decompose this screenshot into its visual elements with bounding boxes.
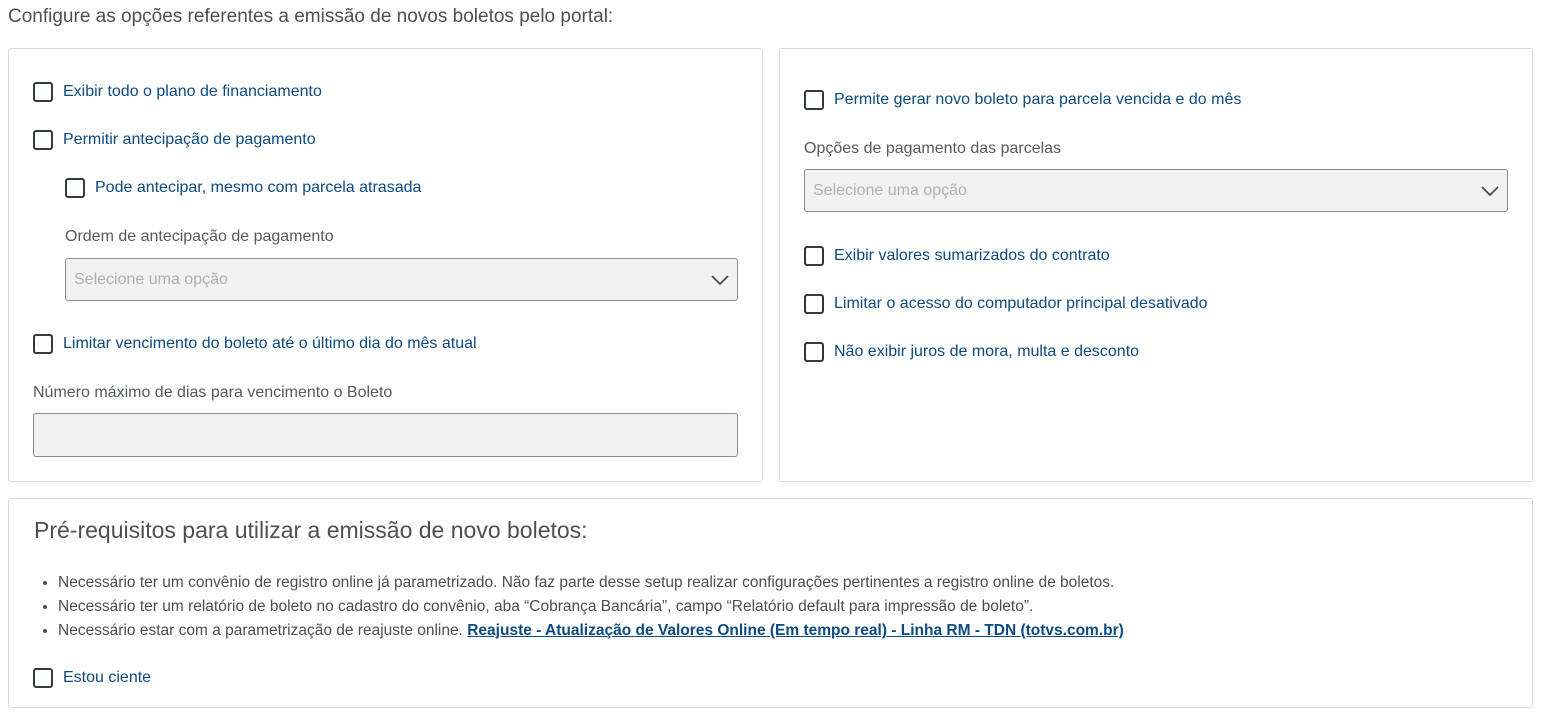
limitar-acesso-checkbox[interactable]: [804, 294, 824, 314]
pode-antecipar-checkbox[interactable]: [65, 178, 85, 198]
exibir-plano-checkbox-row[interactable]: [33, 82, 322, 102]
numero-dias-label: Número máximo de dias para vencimento o Boleto: [33, 384, 393, 401]
permitir-antecipacao-checkbox-row[interactable]: [33, 130, 316, 150]
opcoes-pagamento-placeholder: Selecione uma opção: [813, 181, 967, 199]
exibir-valores-checkbox[interactable]: [804, 246, 824, 266]
exibir-plano-label: Exibir todo o plano de financiamento: [63, 83, 322, 100]
limitar-vencimento-checkbox[interactable]: [33, 334, 53, 354]
left-options-panel: [8, 48, 763, 482]
prereq-text-1: Necessário ter um convênio de registro online já parametrizado. Não faz parte desse setup realizar configurações pertinentes a registro online de boletos.: [58, 574, 1115, 591]
nao-exibir-juros-checkbox-row[interactable]: [804, 342, 1139, 362]
exibir-valores-checkbox-row[interactable]: [804, 246, 1110, 266]
opcoes-pagamento-select[interactable]: [804, 169, 1508, 212]
reajuste-link[interactable]: Reajuste - Atualização de Valores Online (Em tempo real) - Linha RM - TDN (totvs.com.br): [467, 622, 1124, 639]
right-options-panel: [779, 48, 1533, 482]
permite-gerar-checkbox-row[interactable]: [804, 90, 1241, 110]
limitar-vencimento-label: Limitar vencimento do boleto até o último dia do mês atual: [63, 335, 477, 352]
pode-antecipar-checkbox-row[interactable]: [65, 178, 421, 198]
permitir-antecipacao-checkbox[interactable]: [33, 130, 53, 150]
prerequisites-panel: [8, 498, 1533, 708]
list-item: [58, 619, 1124, 643]
prerequisites-list: [34, 571, 1124, 643]
exibir-plano-checkbox[interactable]: [33, 82, 53, 102]
page-header: Configure as opções referentes a emissão de novos boletos pelo portal:: [8, 6, 614, 27]
prereq-text-2: Necessário ter um relatório de boleto no cadastro do convênio, aba “Cobrança Bancária”, campo “Relatório default para impressão de boleto”.: [58, 598, 1034, 615]
estou-ciente-checkbox[interactable]: [33, 668, 53, 688]
list-item: [58, 571, 1124, 595]
numero-dias-input[interactable]: [33, 413, 738, 457]
prereq-text-3: Necessário estar com a parametrização de reajuste online.: [58, 622, 468, 639]
limitar-acesso-label: Limitar o acesso do computador principal desativado: [834, 295, 1208, 312]
ordem-antecipacao-select[interactable]: [65, 258, 738, 301]
chevron-down-icon: [1481, 185, 1499, 197]
chevron-down-icon: [711, 274, 729, 286]
limitar-acesso-checkbox-row[interactable]: [804, 294, 1208, 314]
permitir-antecipacao-label: Permitir antecipação de pagamento: [63, 131, 316, 148]
limitar-vencimento-checkbox-row[interactable]: [33, 334, 477, 354]
prerequisites-title: Pré-requisitos para utilizar a emissão de novo boletos:: [34, 517, 588, 543]
estou-ciente-label: Estou ciente: [63, 669, 152, 686]
ordem-antecipacao-placeholder: Selecione uma opção: [74, 270, 228, 288]
permite-gerar-checkbox[interactable]: [804, 90, 824, 110]
opcoes-pagamento-label: Opções de pagamento das parcelas: [804, 140, 1062, 157]
estou-ciente-checkbox-row[interactable]: [33, 668, 151, 688]
nao-exibir-juros-checkbox[interactable]: [804, 342, 824, 362]
permite-gerar-label: Permite gerar novo boleto para parcela vencida e do mês: [834, 91, 1242, 108]
list-item: [58, 595, 1124, 619]
nao-exibir-juros-label: Não exibir juros de mora, multa e desconto: [834, 343, 1140, 360]
exibir-valores-label: Exibir valores sumarizados do contrato: [834, 247, 1110, 264]
pode-antecipar-label: Pode antecipar, mesmo com parcela atrasada: [95, 179, 422, 196]
ordem-antecipacao-label: Ordem de antecipação de pagamento: [65, 228, 334, 245]
